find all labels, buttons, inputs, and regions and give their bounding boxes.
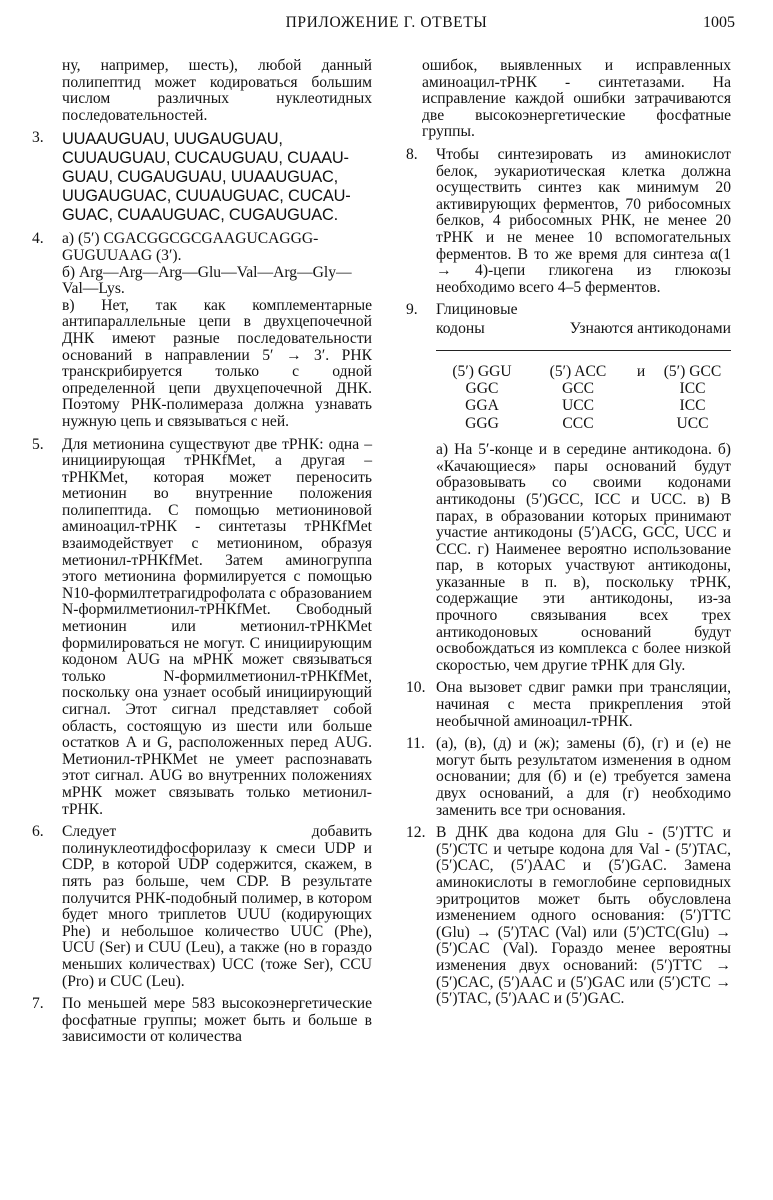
- page-header: [0, 14, 773, 38]
- answer-number: 12.: [406, 824, 426, 842]
- codon-line: UUGAUGUAC, CUUAUGUAC, CUCAU-: [62, 187, 351, 206]
- answer-9a: а) На 5′-конце и в середине антикодона.: [436, 441, 712, 459]
- table-header-left-1: Глициновые: [436, 301, 518, 319]
- answer-9b: б) «Качающиеся» пары оснований будут образовывать со своими кодонами антикодоны (5′)GCC, ICC и UCC.: [436, 441, 731, 508]
- table-header-left-2: кодоны: [436, 319, 485, 337]
- codon-cell: (5′) GGU: [452, 362, 512, 380]
- answer-number: 8.: [406, 145, 418, 163]
- answer-4b: б) Arg—Arg—Arg—Glu—Val—Arg—Gly—Val—Lys.: [62, 263, 352, 298]
- answer-7-text: По меньшей мере 583 высокоэнергетические фосфатные группы; может быть и больше в зависимости от количества: [62, 995, 372, 1046]
- answer-12: [400, 825, 731, 1008]
- table-row: [436, 380, 731, 397]
- answer-5: [26, 437, 372, 819]
- answer-number: 5.: [32, 435, 44, 453]
- continuation-paragraph: ну, например, шесть), любой данный полипептид может кодироваться большим числом различных нуклеотидных последовательностей.: [62, 57, 372, 124]
- table-rule: [436, 350, 731, 351]
- answer-number: 3.: [32, 129, 44, 147]
- table-row: [436, 415, 731, 432]
- answer-8: [400, 147, 731, 296]
- table-row: [436, 397, 731, 414]
- answer-number: 10.: [406, 679, 426, 697]
- answer-number: 6.: [32, 823, 44, 841]
- answer-8-text: Чтобы синтезировать из аминокислот белок, эукариотическая клетка должна осуществить синтез как минимум 20 активирующих ферментов, 70 рибосомных белков, 4 рибосомных РНК, не менее 20 тРНК и не менее 10 вспомогательных ферментов. В то же время для синтеза α(1 → 4)-цепи гликогена из глюкозы необходимо всего 4–5 ферментов.: [436, 145, 731, 296]
- answer-10: [400, 680, 731, 730]
- codon-table: [436, 363, 731, 433]
- answer-5-text: Для метионина существуют две тРНК: одна – инициирующая тРНКfMet, а другая – тРНКMet, которая может переносить метионин во внутренние положения полипептида. С помощью метиониновой аминоацил-тРНК - синтетазы тРНКfMet взаимодействует с метионином, образуя метионил-тРНКfMet. Затем аминогруппа этого метионина формилируется с помощью N10-формилтетрагидрофолата с образованием N-формилметионил-тРНКfMet. Свободный метионин или метионил-тРНКMet формилироваться не могут. С инициирующим кодоном AUG на мРНК может связываться только N-формилметионил-тРНКfMet, поскольку она узнает особый инициирующий сигнал. Этот сигнал представляет собой область, состоящую из шести или больше остатков A и G, расположенных перед AUG. Метионил-тРНКMet не умеет распознавать этот сигнал. AUG во внутренних положениях мРНК может связывать только метионил-тРНК.: [62, 435, 372, 818]
- continuation-paragraph: ошибок, выявленных и исправленных аминоацил-тРНК - синтетазами. На исправление каждой ошибки затрачиваются две высокоэнергетические фосфатные группы.: [422, 57, 731, 141]
- codon-line: GUAU, CUGAUGUAU, UUAAUGUAC,: [62, 168, 339, 187]
- answer-10-text: Она вызовет сдвиг рамки при трансляции, начиная с места прикрепления этой необычной аминоацил-тРНК.: [436, 679, 731, 730]
- answer-3: [26, 130, 372, 225]
- answer-11-text: (а), (в), (д) и (ж); замены (б), (г) и (е) не могут быть результатом изменения в одном основании; для (б) и (е) требуется замена двух оснований, а для (г) необходимо заменить все три основания.: [436, 735, 731, 819]
- anticodon-cell: ICC: [679, 379, 706, 397]
- codon-line: GUAC, CUAAUGUAC, CUGAUGUAC.: [62, 206, 339, 225]
- answer-4a: а) (5′) CGACGGCGCGAAGUCAGGG-GUGUUAAG (3′).: [62, 230, 319, 264]
- answer-6-text: Следует добавить полинуклеотидфосфорилазу к смеси UDP и CDP, в которой UDP содержится, скажем, в пять раз больше, чем CDP. В результате получится РНК-подобный полимер, в котором будет много триплетов UUU (кодирующих Phe) и небольшое количество UUC (Phe), UCU (Ser) и CUU (Leu), а также (но в гораздо меньших количествах) UCC (тоже Ser), CCU (Pro) и CUC (Leu).: [62, 823, 372, 990]
- codon-cell: GGC: [465, 379, 499, 397]
- answer-number: 11.: [406, 735, 425, 753]
- answer-12-text: В ДНК два кодона для Glu - (5′)TTC и (5′)CTC и четыре кодона для Val - (5′)TAC, (5′)CAC, (5′)AAC и (5′)GAC. Замена аминокислоты в гемоглобине серповидных эритроцитов может быть обусловлена изменением одного основания: (5′)TTC (Glu) → (5′)TAC (Val) или (5′)CTC(Glu) → (5′)CAC (Val). Гораздо менее вероятны изменения двух оснований: (5′)TTC → (5′)CAC, (5′)AAC и (5′)GAC или (5′)CTC → (5′)TAC, (5′)AAC и (5′)GAC.: [436, 824, 731, 1008]
- conjunction-cell: и: [636, 362, 646, 380]
- codon-cell: GGG: [465, 414, 499, 432]
- left-column: [26, 58, 372, 1052]
- anticodon-cell: (5′) ACC: [549, 362, 607, 380]
- answer-9v: в) В парах, в образовании которых принимают участие антикодоны (5′)ACG, GCC, UCC и CCC.: [436, 490, 731, 558]
- answer-number: 4.: [32, 230, 44, 248]
- page-number: 1005: [703, 14, 735, 31]
- anticodon-cell: UCC: [676, 414, 709, 432]
- anticodon-cell: UCC: [561, 397, 595, 415]
- anticodon-cell: (5′) GCC: [663, 362, 722, 380]
- table-header-right: Узнаются антикодонами: [569, 319, 731, 337]
- codon-line: UUAAUGUAU, UUGAUGUAU,: [62, 130, 283, 149]
- codon-list: [62, 130, 372, 225]
- answer-6: [26, 824, 372, 990]
- conjunction-cell: [628, 397, 654, 414]
- answer-9-parts: [436, 442, 731, 674]
- anticodon-cell: CCC: [562, 414, 594, 432]
- answer-7: [26, 996, 372, 1046]
- answer-9: [400, 302, 731, 674]
- anticodon-cell: ICC: [679, 397, 706, 415]
- answer-4v: в) Нет, так как комплементарные антипараллельные цепи в двухцепочечной ДНК имеют разные последовательности оснований в направлении 5′ → 3′. РНК транскрибируется только с одной определенной цепи двухцепочечной ДНК. Поэтому РНК-полимераза должна узнавать нужную цепь и связываться с ней.: [62, 296, 372, 430]
- codon-cell: GGA: [465, 397, 499, 415]
- anticodon-cell: GCC: [561, 379, 595, 397]
- running-title: ПРИЛОЖЕНИЕ Г. ОТВЕТЫ: [285, 14, 488, 31]
- answer-number: 7.: [32, 995, 44, 1013]
- answer-9g: г) Наименее вероятно использование пар, в которых участвуют антикодоны, указанные в п. в), поскольку тРНК, содержащие эти антикодоны, из-за прочного связывания всех трех антикодоновых оснований будут освобождаться из комплекса с более низкой скоростью, чем другие тРНК для Gly.: [436, 540, 731, 674]
- answer-11: [400, 736, 731, 819]
- answer-4: [26, 231, 372, 430]
- codon-line: CUUAUGUAU, CUCAUGUAU, CUAAU-: [62, 149, 349, 168]
- table-header: [436, 321, 731, 338]
- answer-number: 9.: [406, 301, 418, 319]
- conjunction-cell: [628, 415, 654, 432]
- conjunction-cell: [628, 380, 654, 397]
- right-column: [400, 58, 731, 1014]
- table-row: [436, 363, 731, 380]
